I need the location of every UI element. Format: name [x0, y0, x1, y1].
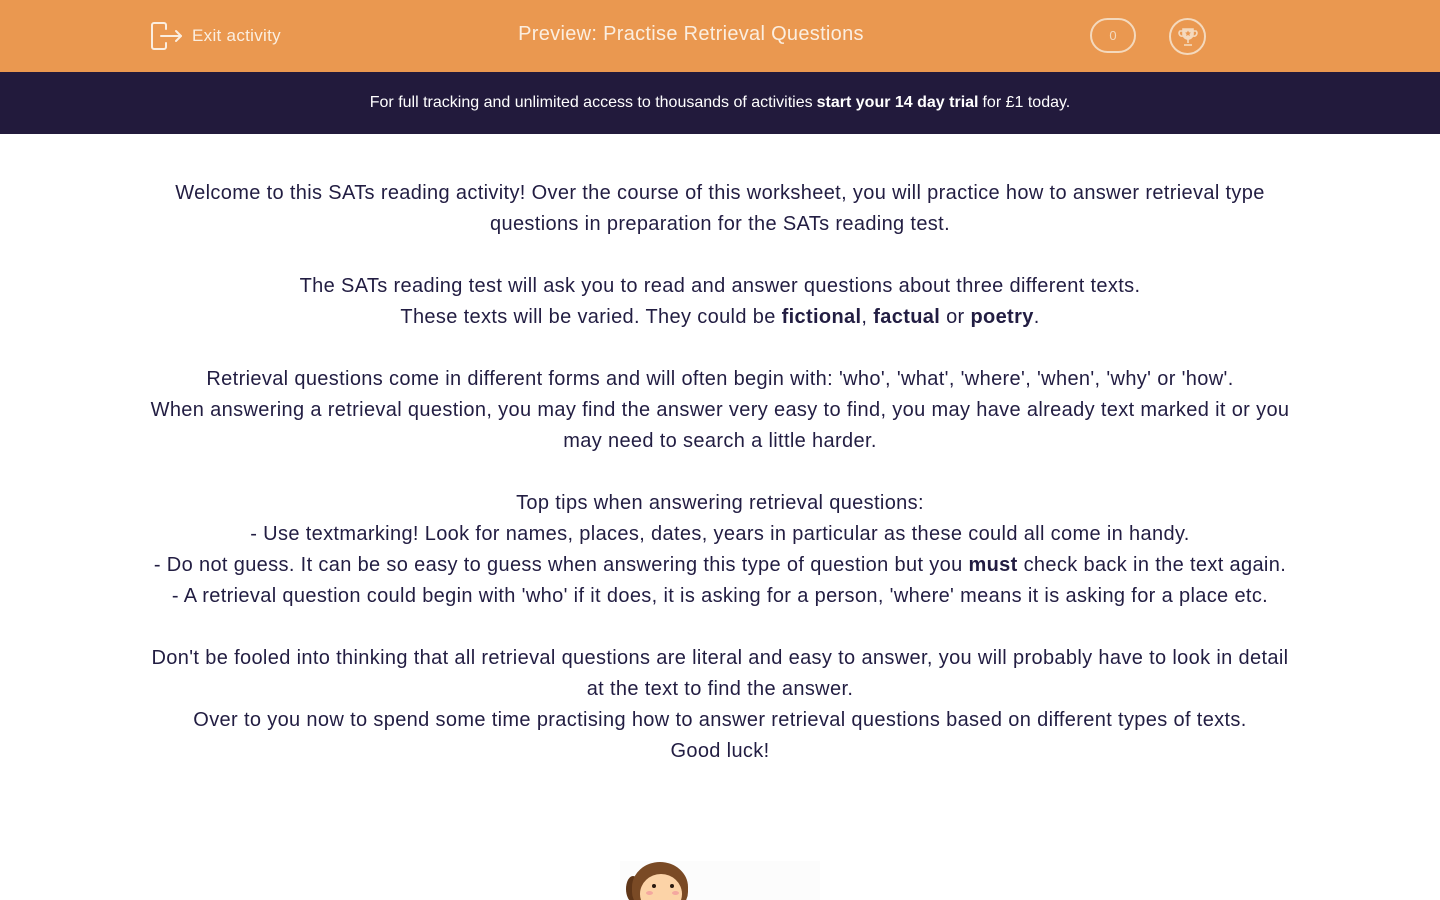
intro-paragraph: Welcome to this SATs reading activity! Over the course of this worksheet, you will practice how to answer retrieval type questions in preparation for the SATs reading test.: [175, 182, 1265, 235]
closing-line-2: Over to you now to spend some time practising how to answer retrieval questions based on different types of texts.: [193, 709, 1247, 731]
trial-banner: [0, 72, 1440, 134]
retrieval-line-1: Retrieval questions come in different forms and will often begin with: 'who', 'what', 'where', 'when', 'why' or 'how'.: [206, 368, 1234, 390]
texts-paragraph: [145, 271, 1295, 333]
girl-reading-illustration: [620, 858, 820, 900]
cheek-left: [646, 891, 653, 895]
cheek-right: [672, 891, 679, 895]
closing-line-1: Don't be fooled into thinking that all retrieval questions are literal and easy to answer, you will probably have to look in detail at the text to find the answer.: [151, 647, 1289, 700]
tips-paragraph: [145, 488, 1295, 612]
trophy-button[interactable]: [1169, 18, 1206, 55]
banner-suffix: for £1 today.: [982, 94, 1071, 111]
closing-line-3: Good luck!: [670, 740, 770, 762]
tip-1: - Use textmarking! Look for names, places, dates, years in particular as these could all come in handy.: [250, 523, 1190, 545]
start-trial-link[interactable]: start your 14 day trial: [816, 94, 979, 111]
texts-line-1: The SATs reading test will ask you to read and answer questions about three different texts.: [299, 275, 1141, 297]
trophy-icon: [1176, 25, 1200, 49]
score-badge: [1090, 18, 1136, 53]
texts-line-2: These texts will be varied. They could be fictional, factual or poetry.: [400, 306, 1040, 328]
tip-2: - Do not guess. It can be so easy to guess when answering this type of question but you must check back in the text again.: [153, 554, 1287, 576]
tips-heading: Top tips when answering retrieval questions:: [516, 492, 924, 514]
tip-3: - A retrieval question could begin with 'who' if it does, it is asking for a person, 'where' means it is asking for a place etc.: [171, 585, 1269, 607]
retrieval-paragraph: [145, 364, 1295, 457]
eye-left: [652, 884, 656, 888]
closing-paragraph: [145, 643, 1295, 767]
page-title: Preview: Practise Retrieval Questions: [518, 23, 864, 45]
retrieval-line-2: When answering a retrieval question, you may find the answer very easy to find, you may have already text marked it or you may need to search a little harder.: [150, 399, 1290, 452]
eye-right: [670, 884, 674, 888]
activity-intro: [145, 178, 1295, 798]
exit-activity-label: Exit activity: [192, 26, 281, 45]
score-value: 0: [1109, 28, 1117, 43]
top-bar: [0, 0, 1440, 72]
banner-prefix: For full tracking and unlimited access to thousands of activities: [369, 94, 813, 111]
